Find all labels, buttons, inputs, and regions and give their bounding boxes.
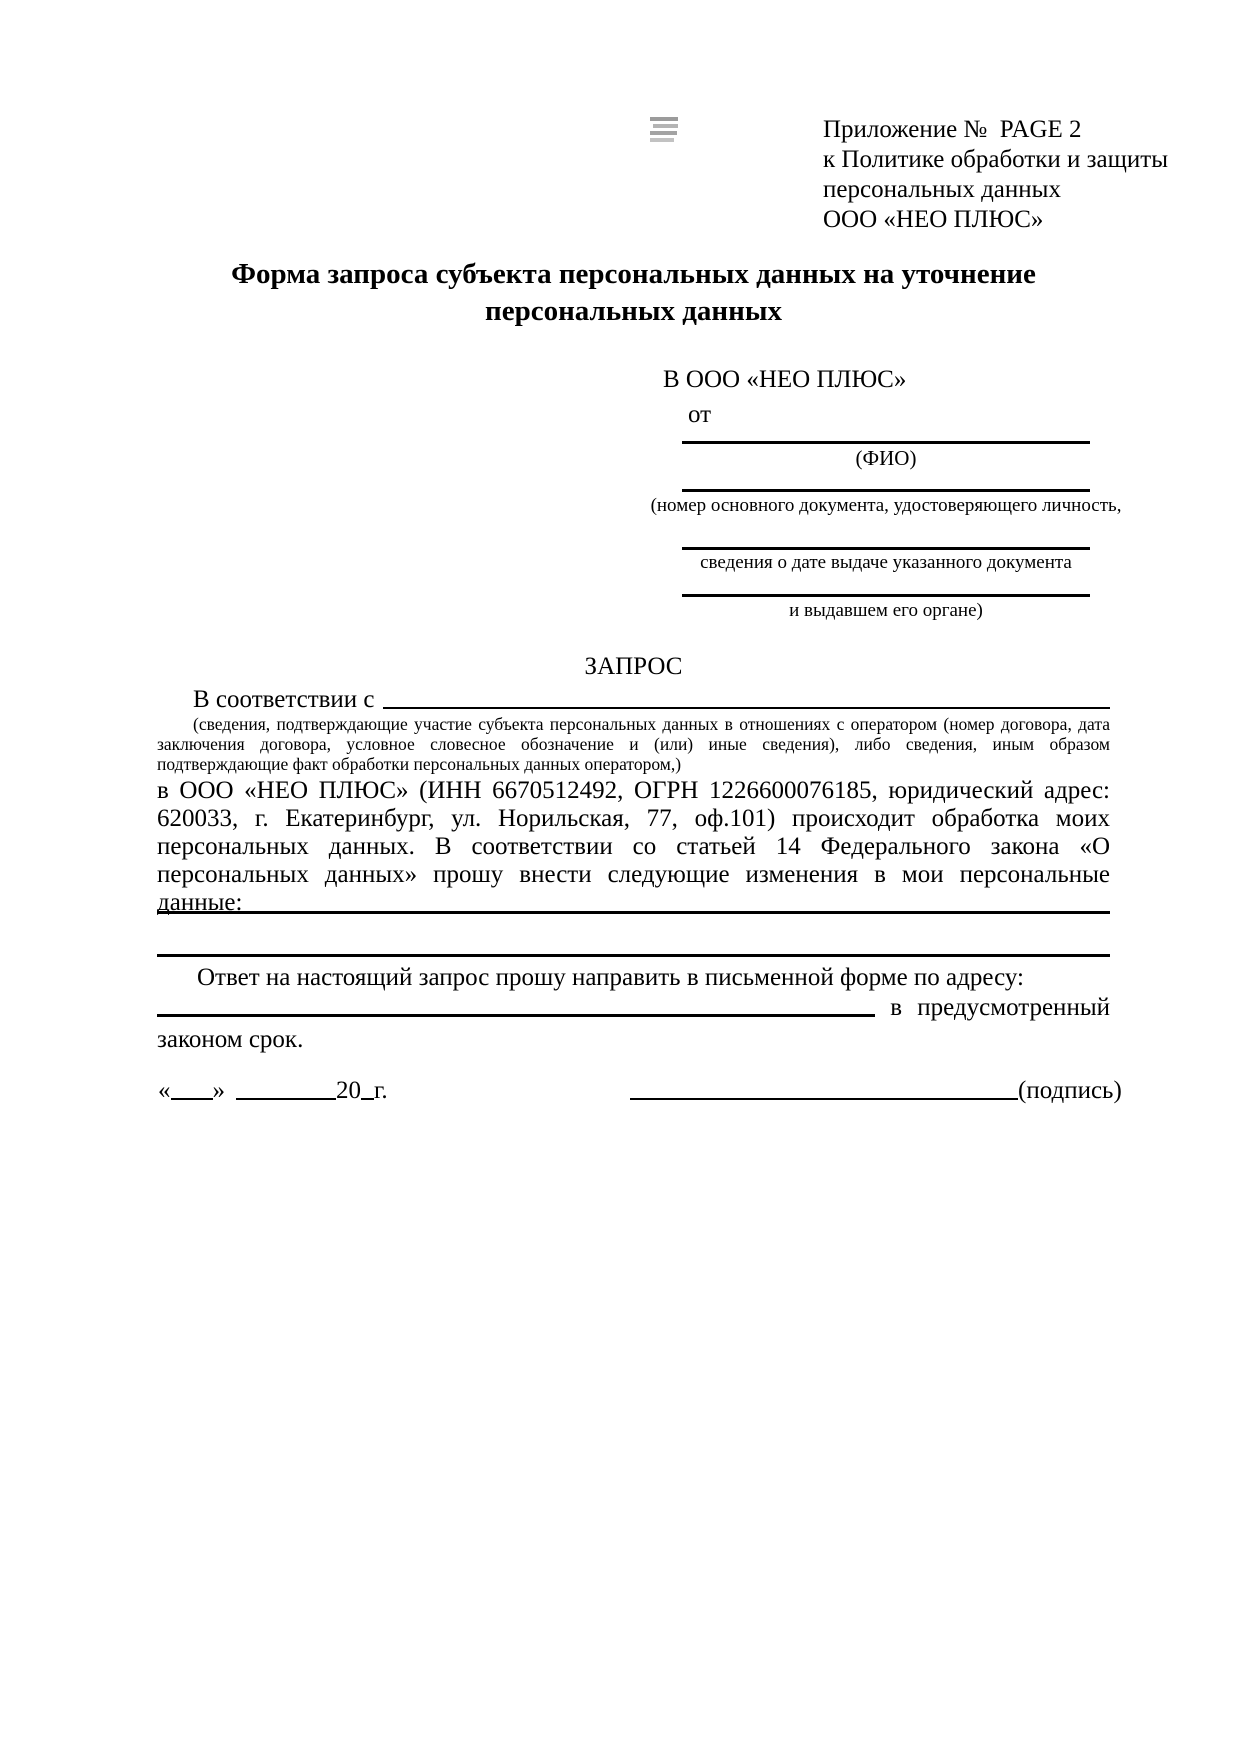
appendix-company-line: ООО «НЕО ПЛЮС» xyxy=(823,206,1044,233)
addressee-company: В ООО «НЕО ПЛЮС» xyxy=(663,366,907,393)
day-blank-line xyxy=(171,1098,213,1100)
response-word-term: предусмотренный xyxy=(917,994,1110,1021)
address-blank-line xyxy=(157,1014,875,1017)
signature-row xyxy=(630,1077,1122,1105)
in-accordance-blank-line xyxy=(383,707,1110,709)
blurred-field-code-icon xyxy=(650,117,680,142)
issue-date-blank-line xyxy=(682,547,1090,550)
document-number-blank-line xyxy=(682,489,1090,492)
request-heading: ЗАПРОС xyxy=(584,653,683,680)
document-number-caption-row xyxy=(650,495,1122,517)
changes-blank-line-1 xyxy=(157,911,1110,914)
year-prefix: 20 xyxy=(336,1077,361,1104)
signature-blank-line xyxy=(630,1098,1018,1100)
response-request-line: Ответ на настоящий запрос прошу направить в письменной форме по адресу: xyxy=(197,964,1024,991)
open-quote: « xyxy=(158,1077,171,1104)
from-label: от xyxy=(688,401,712,428)
fio-caption-row xyxy=(682,446,1090,471)
closing-text: законом срок. xyxy=(157,1026,304,1053)
appendix-number-line: Приложение № PAGE 2 xyxy=(823,116,1082,143)
date-row xyxy=(158,1077,388,1105)
appendix-header xyxy=(823,115,1168,235)
issue-date-caption-row xyxy=(682,552,1090,574)
year-suffix: г. xyxy=(374,1077,388,1104)
issuing-authority-caption: и выдавшем его органе) xyxy=(789,600,983,621)
fine-print-note: (сведения, подтверждающие участие субъекта персональных данных в отношениях с оператором (номер договора, дата заключения договора, условное словесное обозначение и (или) иные сведения), либо сведения, иным образом подтверждающие факт обработки персональных данных оператором,) xyxy=(157,714,1110,774)
address-row xyxy=(157,994,1110,1022)
changes-blank-line-2 xyxy=(157,954,1110,957)
document-title xyxy=(157,256,1110,330)
month-blank-line xyxy=(236,1098,336,1100)
fio-blank-line xyxy=(682,441,1090,444)
document-title-line2: персональных данных xyxy=(485,295,782,327)
response-word-v: в xyxy=(890,994,903,1021)
issue-date-caption: сведения о дате выдаче указанного документа xyxy=(700,552,1072,573)
in-accordance-row xyxy=(193,686,1110,714)
issuing-authority-caption-row xyxy=(682,600,1090,622)
appendix-policy-line: к Политике обработки и защиты xyxy=(823,146,1169,173)
request-body-paragraph: в ООО «НЕО ПЛЮС» (ИНН 6670512492, ОГРН 1226600076185, юридический адрес: 620033, г. Екатеринбург, ул. Норильская, 77, оф.101) происходит обработка моих персональных данных. В соответствии со статьей 14 Федерального закона «О персональных данных» прошу внести следующие изменения в мои персональные данные: xyxy=(157,777,1110,916)
issuing-authority-blank-line xyxy=(682,594,1090,597)
in-accordance-label: В соответствии с xyxy=(193,686,375,713)
document-title-line1: Форма запроса субъекта персональных данных на уточнение xyxy=(231,258,1036,290)
signature-caption: (подпись) xyxy=(1018,1077,1122,1104)
year-blank-line xyxy=(361,1098,374,1100)
appendix-policy-line2: персональных данных xyxy=(823,176,1061,203)
close-quote: » xyxy=(212,1077,225,1104)
document-number-caption: (номер основного документа, удостоверяющего личность, xyxy=(650,495,1122,516)
fio-caption: (ФИО) xyxy=(855,446,917,470)
